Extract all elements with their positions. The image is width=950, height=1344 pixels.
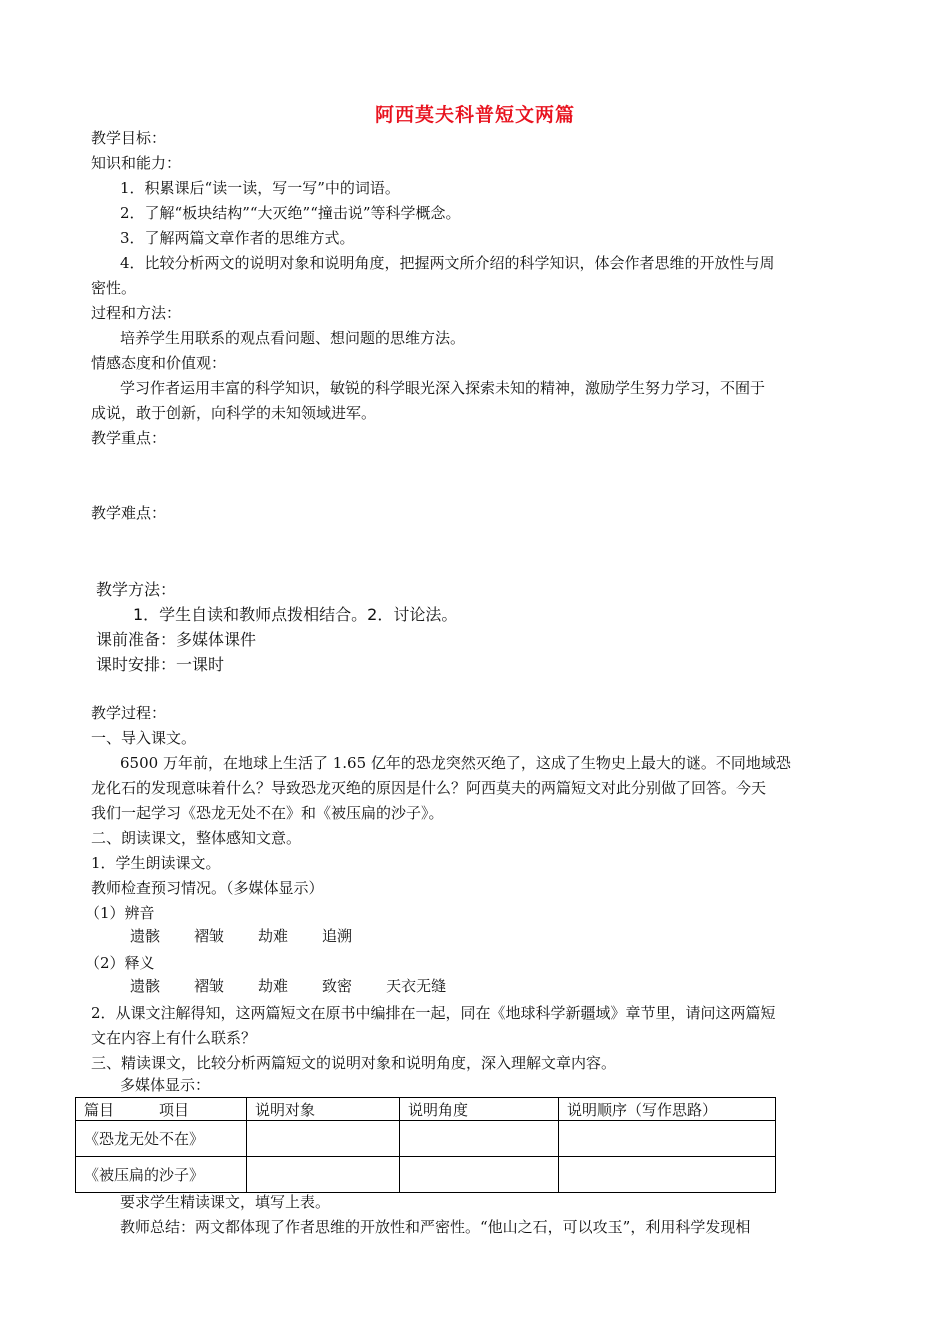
heading-process-method: 过程和方法： — [91, 304, 182, 322]
heading-emotion: 情感态度和价值观： — [91, 354, 227, 372]
process-method-text: 培养学生用联系的观点看问题、想问题的思维方法。 — [120, 329, 466, 347]
teaching-method-text: 1．学生自读和教师点拨相结合。2．讨论法。 — [133, 605, 458, 624]
knowledge-item-4-cont: 密性。 — [91, 279, 137, 297]
word-item: 劫难 — [258, 927, 289, 945]
page-title: 阿西莫夫科普短文两篇 — [374, 104, 575, 126]
schedule-text: 课时安排：一课时 — [96, 655, 225, 674]
table-header-cell: 说明对象 — [247, 1098, 400, 1121]
table-row — [76, 1157, 776, 1193]
comparison-table — [75, 1097, 776, 1193]
table-cell[interactable] — [247, 1121, 400, 1157]
knowledge-item-1: 1．积累课后“读一读，写一写”中的词语。 — [120, 179, 400, 197]
table-cell[interactable] — [559, 1157, 776, 1193]
emotion-text-cont: 成说，敢于创新，向科学的未知领域进军。 — [91, 404, 377, 422]
knowledge-item-2: 2．了解“板块结构”“大灭绝”“撞击说”等科学概念。 — [120, 204, 461, 222]
intro-paragraph-line-3: 我们一起学习《恐龙无处不在》和《被压扁的沙子》。 — [91, 804, 444, 822]
question-2-line-1: 2．从课文注解得知，这两篇短文在原书中编排在一起，同在《地球科学新疆域》章节里，请问这两篇短 — [91, 1004, 776, 1022]
heading-goal: 教学目标： — [91, 129, 167, 147]
word-item: 天衣无缝 — [386, 977, 447, 995]
section-2-title: 二、朗读课文，整体感知文意。 — [91, 829, 302, 847]
word-item: 遗骸 — [130, 977, 161, 995]
section-2-item-1: 1．学生朗读课文。 — [91, 854, 221, 872]
section-3-title: 三、精读课文，比较分析两篇短文的说明对象和说明角度，深入理解文章内容。 — [91, 1054, 617, 1072]
heading-procedure: 教学过程： — [91, 704, 167, 722]
pronunciation-label: （1）辨音 — [85, 904, 155, 922]
intro-paragraph-line-2: 龙化石的发现意味着什么？导致恐龙灭绝的原因是什么？阿西莫夫的两篇短文对此分别做了回答。今天 — [91, 779, 767, 797]
table-cell[interactable] — [400, 1157, 559, 1193]
table-cell[interactable] — [559, 1121, 776, 1157]
word-item: 褶皱 — [194, 927, 225, 945]
prep-text: 课前准备：多媒体课件 — [96, 630, 257, 649]
section-1-title: 一、导入课文。 — [91, 729, 197, 747]
teacher-summary-text: 教师总结：两文都体现了作者思维的开放性和严密性。“他山之石，可以攻玉”，利用科学发现相 — [120, 1218, 751, 1236]
word-item: 追溯 — [322, 927, 353, 945]
heading-key-points: 教学重点： — [91, 429, 167, 447]
pronunciation-words — [130, 926, 386, 946]
word-item: 褶皱 — [194, 977, 225, 995]
word-item: 劫难 — [258, 977, 289, 995]
preview-check-text: 教师检查预习情况。（多媒体显示） — [91, 879, 324, 897]
heading-knowledge: 知识和能力： — [91, 154, 182, 172]
heading-difficulty: 教学难点： — [91, 504, 167, 522]
table-header-cell: 说明顺序（写作思路） — [559, 1098, 776, 1121]
table-row — [76, 1121, 776, 1157]
word-item: 遗骸 — [130, 927, 161, 945]
table-cell[interactable] — [247, 1157, 400, 1193]
media-label: 多媒体显示： — [120, 1076, 211, 1094]
knowledge-item-3: 3．了解两篇文章作者的思维方式。 — [120, 229, 355, 247]
knowledge-item-4: 4．比较分析两文的说明对象和说明角度，把握两文所介绍的科学知识，体会作者思维的开放性与周 — [120, 254, 775, 272]
intro-paragraph-line-1: 6500 万年前，在地球上生活了 1.65 亿年的恐龙突然灭绝了，这成了生物史上最大的谜。不同地域恐 — [120, 754, 791, 772]
table-cell: 《被压扁的沙子》 — [76, 1157, 247, 1193]
table-header-cell: 篇目 项目 — [76, 1098, 247, 1121]
meaning-words — [130, 976, 480, 996]
meaning-label: （2）释义 — [85, 954, 155, 972]
heading-teaching-method: 教学方法： — [96, 580, 177, 599]
table-header-cell: 说明角度 — [400, 1098, 559, 1121]
requirement-text: 要求学生精读课文，填写上表。 — [120, 1193, 331, 1211]
question-2-line-2: 文在内容上有什么联系？ — [91, 1029, 257, 1047]
word-item: 致密 — [322, 977, 353, 995]
table-cell[interactable] — [400, 1121, 559, 1157]
emotion-text: 学习作者运用丰富的科学知识，敏锐的科学眼光深入探索未知的精神，激励学生努力学习，不囿于 — [120, 379, 766, 397]
table-header-row — [76, 1098, 776, 1121]
table-cell: 《恐龙无处不在》 — [76, 1121, 247, 1157]
